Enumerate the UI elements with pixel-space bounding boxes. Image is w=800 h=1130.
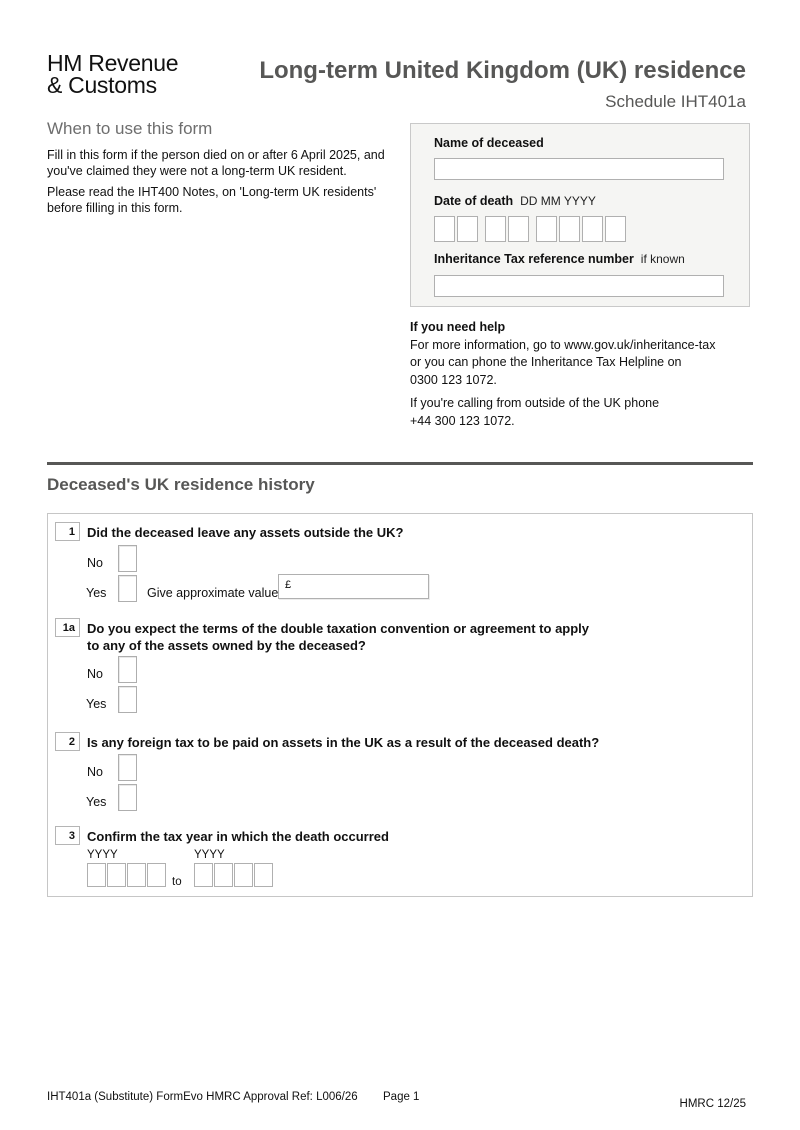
q2-yes-label: Yes [86, 795, 107, 809]
q3-year-from-cell-4[interactable] [147, 863, 166, 887]
dod-year-cell-3[interactable] [582, 216, 603, 242]
help-heading: If you need help [410, 320, 506, 334]
q3-yyyy-label-from: YYYY [87, 849, 118, 861]
form-title: Long-term United Kingdom (UK) residence [259, 57, 746, 84]
q2-no-label: No [87, 765, 103, 779]
date-of-death-label: Date of death DD MM YYYY [434, 194, 596, 208]
q3-year-from-cell-3[interactable] [127, 863, 146, 887]
footer-approval-ref: IHT401a (Substitute) FormEvo HMRC Approval Ref: L006/26 [47, 1091, 358, 1103]
help-line4: If you're calling from outside of the UK phone [410, 396, 660, 410]
dod-day-cell-2[interactable] [457, 216, 478, 242]
q1a-number-box: 1a [55, 618, 80, 637]
q3-text: Confirm the tax year in which the death occurred [87, 829, 389, 844]
iht-reference-label: Inheritance Tax reference number if known [434, 252, 685, 266]
dod-month-cell-1[interactable] [485, 216, 506, 242]
help-block [410, 319, 780, 430]
q1a-yes-label: Yes [86, 697, 107, 711]
q1a-yes-checkbox[interactable] [118, 686, 137, 713]
hmrc-logo [47, 52, 178, 96]
section-heading: Deceased's UK residence history [47, 475, 315, 494]
iht-reference-input[interactable] [435, 276, 723, 296]
q3-year-to-cell-4[interactable] [254, 863, 273, 887]
name-of-deceased-field[interactable] [434, 158, 724, 180]
q1-value-label: Give approximate value [147, 586, 279, 600]
q1-number-box: 1 [55, 522, 80, 541]
help-line2: or you can phone the Inheritance Tax Helpline on [410, 355, 682, 369]
footer-page-number: Page 1 [383, 1091, 420, 1103]
help-line5: +44 300 123 1072. [410, 413, 515, 428]
dod-year-cell-2[interactable] [559, 216, 580, 242]
hmrc-logo-line1: HM Revenue [47, 50, 179, 76]
q3-year-to-cell-2[interactable] [214, 863, 233, 887]
q2-no-checkbox[interactable] [118, 754, 137, 781]
q3-year-from-cell-1[interactable] [87, 863, 106, 887]
when-to-use-para1: Fill in this form if the person died on or after 6 April 2025, and you've claimed they were not a long-term UK resident. [47, 148, 385, 178]
q1-approx-value-field[interactable] [278, 574, 429, 599]
questions-box [47, 513, 753, 897]
q3-yyyy-label-to: YYYY [194, 849, 225, 861]
q2-yes-checkbox[interactable] [118, 784, 137, 811]
q3-year-to-cell-1[interactable] [194, 863, 213, 887]
dod-day-cell-1[interactable] [434, 216, 455, 242]
q1-no-label: No [87, 556, 103, 570]
q3-to-label: to [172, 876, 182, 888]
date-format-hint: DD MM YYYY [520, 194, 596, 208]
q1-yes-checkbox[interactable] [118, 575, 137, 602]
iht-reference-field[interactable] [434, 275, 724, 297]
dod-year-cell-4[interactable] [605, 216, 626, 242]
when-to-use-para2: Please read the IHT400 Notes, on 'Long-term UK residents' before filling in this form. [47, 185, 377, 215]
q1a-no-label: No [87, 667, 103, 681]
q1a-no-checkbox[interactable] [118, 656, 137, 683]
q2-number-box: 2 [55, 732, 80, 751]
section-divider-rule [47, 462, 753, 465]
iht-reference-suffix: if known [640, 252, 685, 266]
q3-year-from-cell-2[interactable] [107, 863, 126, 887]
name-of-deceased-input[interactable] [435, 159, 723, 179]
q3-year-to-cell-3[interactable] [234, 863, 253, 887]
hmrc-logo-line2: & Customs [47, 72, 157, 98]
q3-number-box: 3 [55, 826, 80, 845]
deceased-details-box [410, 123, 750, 307]
pound-sign: £ [285, 579, 292, 591]
q1-text: Did the deceased leave any assets outside the UK? [87, 525, 404, 540]
form-subtitle: Schedule IHT401a [605, 92, 746, 111]
when-to-use-heading: When to use this form [47, 119, 213, 138]
q1-approx-value-input[interactable] [295, 575, 425, 598]
name-of-deceased-label: Name of deceased [434, 136, 544, 150]
dod-year-cell-1[interactable] [536, 216, 557, 242]
help-line1: For more information, go to www.gov.uk/inheritance-tax [410, 337, 716, 352]
dod-month-cell-2[interactable] [508, 216, 529, 242]
q1-no-checkbox[interactable] [118, 545, 137, 572]
help-line3: 0300 123 1072. [410, 372, 497, 387]
footer-hmrc-ref: HMRC 12/25 [679, 1098, 746, 1110]
q1-yes-label: Yes [86, 586, 107, 600]
q1a-text: Do you expect the terms of the double taxation convention or agreement to apply to any of the assets owned by the deceased? [87, 621, 590, 653]
q2-text: Is any foreign tax to be paid on assets in the UK as a result of the deceased death? [87, 735, 600, 750]
